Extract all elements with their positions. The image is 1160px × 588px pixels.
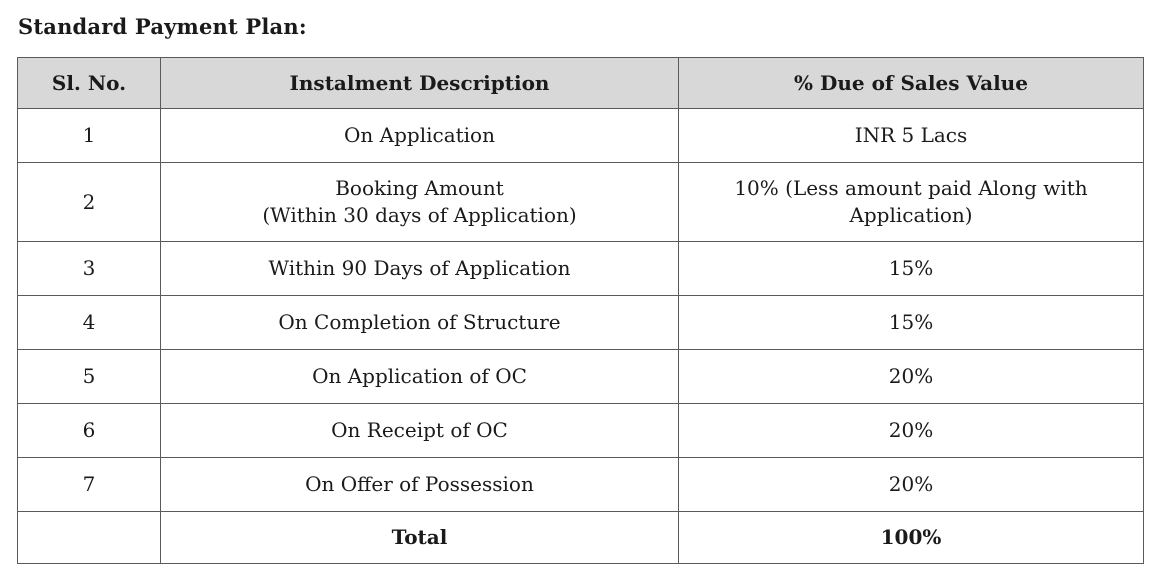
table-row — [18, 109, 1144, 163]
description-line: Booking Amount — [335, 176, 504, 200]
table-row — [18, 458, 1144, 512]
header-sl-no: Sl. No. — [18, 58, 161, 109]
cell-total-sl-no — [18, 512, 161, 564]
due-line: 20% — [888, 364, 934, 388]
description-line: On Application of OC — [312, 364, 527, 388]
cell-sl-no: 1 — [18, 109, 161, 163]
cell-sl-no: 4 — [18, 296, 161, 350]
total-row — [18, 512, 1144, 564]
cell-description — [161, 163, 679, 242]
cell-sl-no: 7 — [18, 458, 161, 512]
cell-percent-due — [679, 242, 1144, 296]
cell-total-value: 100% — [679, 512, 1144, 564]
due-line: 20% — [888, 418, 934, 442]
table-row — [18, 163, 1144, 242]
cell-sl-no: 6 — [18, 404, 161, 458]
cell-description — [161, 458, 679, 512]
due-line: 10% (Less amount paid Along with — [734, 176, 1088, 200]
cell-percent-due — [679, 458, 1144, 512]
due-line: INR 5 Lacs — [854, 123, 968, 147]
page-title: Standard Payment Plan: — [18, 14, 307, 39]
description-line: On Application — [344, 123, 495, 147]
due-line: 20% — [888, 472, 934, 496]
description-line: On Completion of Structure — [278, 310, 561, 334]
cell-percent-due — [679, 163, 1144, 242]
cell-total-label: Total — [161, 512, 679, 564]
cell-percent-due — [679, 109, 1144, 163]
cell-description — [161, 350, 679, 404]
description-line: On Receipt of OC — [331, 418, 508, 442]
due-line: 15% — [888, 256, 934, 280]
cell-percent-due — [679, 350, 1144, 404]
cell-description — [161, 109, 679, 163]
description-line: (Within 30 days of Application) — [262, 203, 577, 227]
cell-sl-no: 3 — [18, 242, 161, 296]
table-row — [18, 296, 1144, 350]
description-line: Within 90 Days of Application — [268, 256, 571, 280]
header-instalment-description: Instalment Description — [161, 58, 679, 109]
description-line: On Offer of Possession — [305, 472, 534, 496]
table-row — [18, 242, 1144, 296]
cell-description — [161, 296, 679, 350]
table-header-row — [18, 58, 1144, 109]
table-row — [18, 404, 1144, 458]
cell-description — [161, 404, 679, 458]
cell-sl-no: 2 — [18, 163, 161, 242]
payment-plan-table — [17, 57, 1144, 564]
cell-percent-due — [679, 404, 1144, 458]
cell-description — [161, 242, 679, 296]
due-line: 15% — [888, 310, 934, 334]
due-line: Application) — [849, 203, 973, 227]
header-percent-due: % Due of Sales Value — [679, 58, 1144, 109]
table-row — [18, 350, 1144, 404]
cell-percent-due — [679, 296, 1144, 350]
cell-sl-no: 5 — [18, 350, 161, 404]
